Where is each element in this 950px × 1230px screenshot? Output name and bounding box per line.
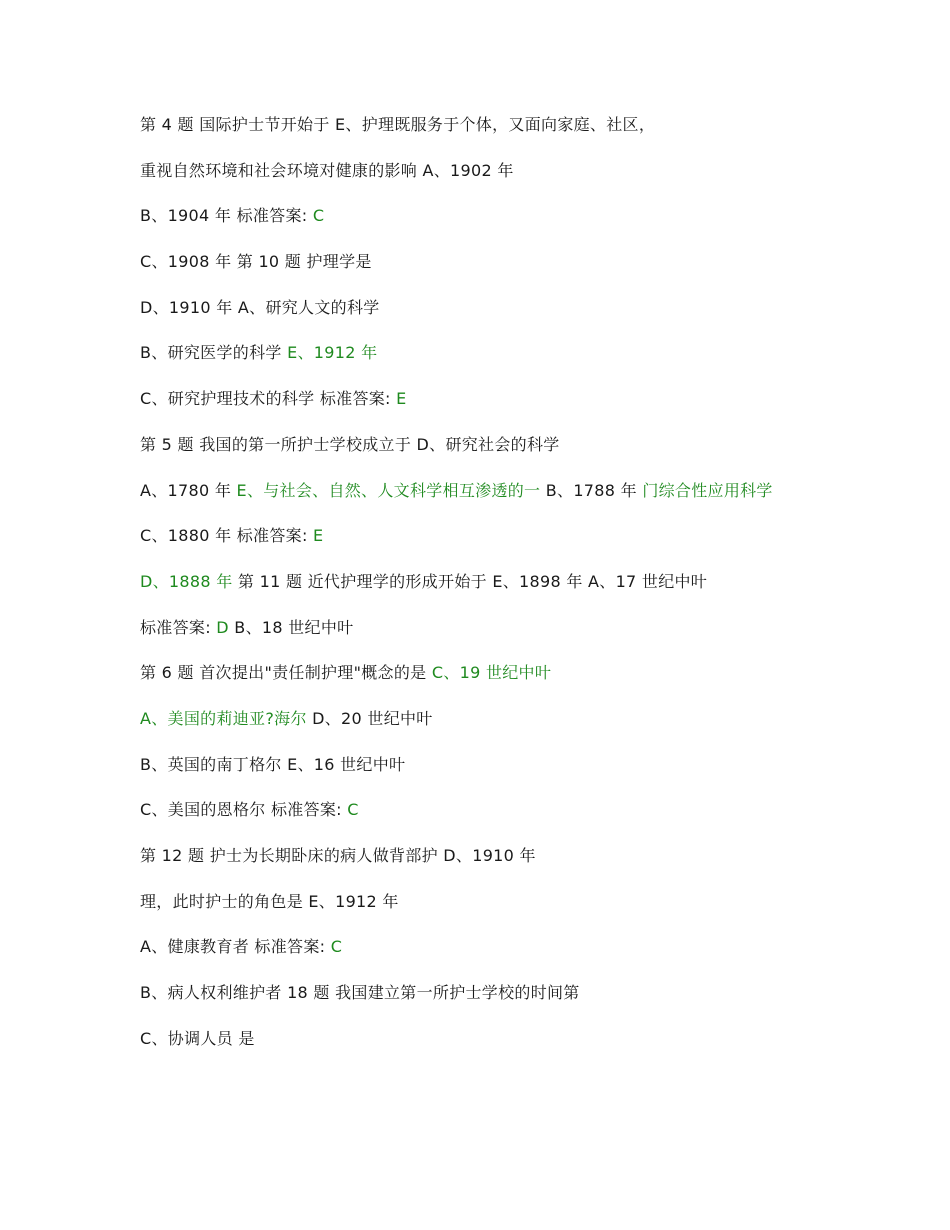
text-line	[140, 889, 820, 915]
question-text: B、1904 年 标准答案:	[140, 206, 313, 226]
question-text: 标准答案:	[140, 617, 217, 637]
text-line	[140, 249, 820, 275]
text-line	[140, 797, 820, 823]
text-line	[140, 569, 820, 595]
text-line	[140, 203, 820, 229]
question-text: C、美国的恩格尔 标准答案:	[140, 800, 348, 820]
text-line	[140, 706, 820, 732]
text-line	[140, 432, 820, 458]
text-line	[140, 158, 820, 184]
answer-text: C	[347, 800, 359, 820]
answer-text: D、1888 年	[140, 571, 233, 591]
answer-text: C	[330, 937, 343, 957]
question-text: D、1910 年 A、研究人文的科学	[140, 297, 380, 317]
text-line	[140, 660, 820, 686]
question-text: 第 12 题 护士为长期卧床的病人做背部护 D、1910 年	[140, 846, 536, 865]
question-text: 第 5 题 我国的第一所护士学校成立于 D、研究社会的科学	[140, 434, 560, 454]
question-text: 理，此时护士的角色是 E、1912 年	[140, 891, 399, 911]
text-line	[140, 112, 820, 138]
answer-text: E	[396, 389, 407, 409]
question-text: C、1908 年 第 10 题 护理学是	[140, 252, 372, 272]
text-line	[140, 523, 820, 549]
answer-text: A、美国的莉迪亚?海尔	[140, 708, 307, 728]
question-text: 第 11 题 近代护理学的形成开始于 E、1898 年 A、17 世纪中叶	[232, 571, 708, 591]
answer-text: C、19 世纪中叶	[431, 663, 552, 683]
text-line	[140, 615, 820, 641]
question-text: A、健康教育者 标准答案:	[140, 937, 331, 957]
text-line	[140, 295, 820, 321]
question-text: A、1780 年	[140, 480, 237, 500]
answer-text: C	[312, 206, 325, 226]
text-line	[140, 478, 820, 504]
document-page	[140, 112, 820, 1071]
question-text: B、病人权利维护者 18 题 我国建立第一所护士学校的时间第	[140, 983, 580, 1003]
question-text: B、英国的南丁格尔 E、16 世纪中叶	[140, 754, 406, 774]
answer-text: E、1912 年	[287, 343, 378, 363]
text-line	[140, 386, 820, 412]
question-text: C、协调人员 是	[140, 1028, 255, 1048]
text-line	[140, 1026, 820, 1052]
question-text: C、1880 年 标准答案:	[140, 526, 314, 546]
answer-text: E	[313, 526, 324, 546]
question-text: 第 6 题 首次提出"责任制护理"概念的是	[140, 663, 432, 683]
text-line	[140, 843, 820, 869]
text-line	[140, 980, 820, 1006]
answer-text: E、与社会、自然、人文科学相互渗透的一	[236, 480, 541, 500]
text-line	[140, 340, 820, 366]
question-text: D、20 世纪中叶	[306, 708, 433, 728]
question-text: C、研究护理技术的科学 标准答案:	[140, 389, 397, 409]
text-line	[140, 752, 820, 778]
text-line	[140, 934, 820, 960]
question-text: B、18 世纪中叶	[228, 617, 354, 637]
question-text: B、1788 年	[540, 480, 643, 500]
question-text: 重视自然环境和社会环境对健康的影响 A、1902 年	[140, 160, 514, 180]
question-text: 第 4 题 国际护士节开始于 E、护理既服务于个体，又面向家庭、社区，	[140, 115, 656, 134]
answer-text: 门综合性应用科学	[642, 480, 773, 500]
answer-text: D	[216, 617, 229, 637]
question-text: B、研究医学的科学	[140, 343, 288, 363]
